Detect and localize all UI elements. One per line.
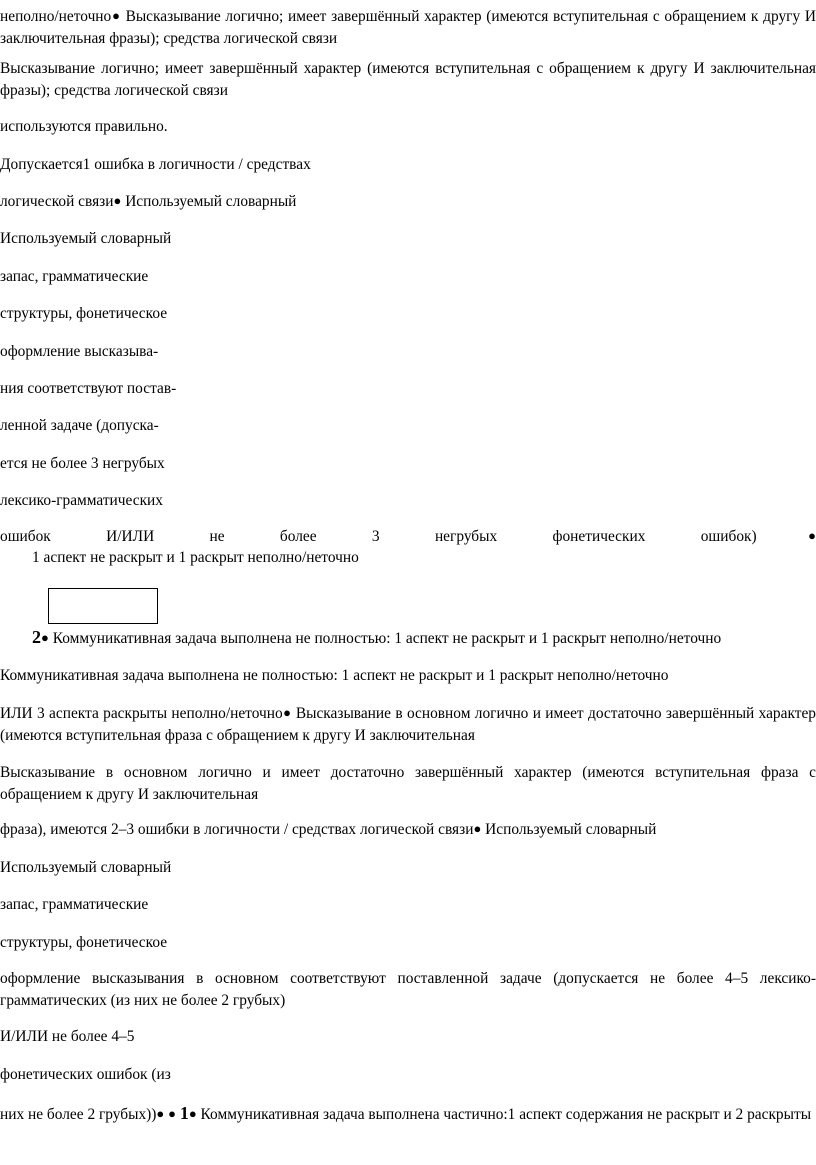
paragraph: запас, грамматические [0,896,149,913]
paragraph: оформление высказывания в основном соответствуют поставленной задаче (допускается не более 4–5 лексико-грамматических (из них не более 2 грубых) [0,970,816,1009]
paragraph: структуры, фонетическое [0,934,168,951]
paragraph: И/ИЛИ не более 4–5 [0,1028,135,1045]
paragraph: 2● Коммуникативная задача выполнена не полностью: 1 аспект не раскрыт и 1 раскрыт неполно/неточно [32,627,722,647]
paragraph: Коммуникативная задача выполнена не полностью: 1 аспект не раскрыт и 1 раскрыт неполно/неточно [0,667,669,684]
paragraph: фонетических ошибок (из [0,1066,171,1083]
paragraph: фраза), имеются 2–3 ошибки в логичности / средствах логической связи● Используемый словарный [0,821,657,838]
paragraph: 1 аспект не раскрыт и 1 раскрыт неполно/неточно [32,549,359,566]
score-number: 2 [32,627,41,647]
paragraph: Допускается1 ошибка в логичности / средствах [0,156,311,173]
paragraph: ния соответствуют постав- [0,380,177,397]
paragraph: ленной задаче (допуска- [0,417,159,434]
paragraph: ется не более 3 негрубых [0,455,165,472]
paragraph: Высказывание в основном логично и имеет достаточно завершённый характер (имеются вступительная фраза с обращением к другу И заключительная [0,764,816,803]
paragraph: них не более 2 грубых))● ● 1● Коммуникативная задача выполнена частично:1 аспект содержания не раскрыт и 2 раскрыты [0,1103,812,1123]
bullet-icon: ● [756,528,816,543]
paragraph: Используемый словарный [0,230,172,247]
bullet-icon: ● [168,1106,176,1121]
bullet-icon: ● [113,193,122,208]
bullet-icon: ● [156,1106,165,1121]
paragraph: ИЛИ 3 аспекта раскрыты неполно/неточно● Высказывание в основном логично и имеет достаточно завершённый характер (имеются вступительная фраза с обращением к другу И заключительная [0,705,816,744]
bullet-icon: ● [41,630,49,645]
score-box [48,588,158,624]
paragraph: неполно/неточно● Высказывание логично; имеет завершённый характер (имеются вступительная с обращением к другу И заключительная фразы); средства логической связи [0,8,816,47]
paragraph: логической связи● Используемый словарный [0,193,297,210]
paragraph: структуры, фонетическое [0,305,168,322]
paragraph: лексико-грамматических [0,492,163,509]
paragraph: оформление высказыва- [0,343,159,360]
bullet-icon: ● [188,1106,197,1121]
paragraph: запас, грамматические [0,268,149,285]
paragraph: ошибок И/ИЛИ не более 3 негрубых фонетических ошибок)● [0,528,816,545]
bullet-icon: ● [282,705,292,720]
bullet-icon: ● [111,8,121,23]
paragraph: Используемый словарный [0,859,172,876]
paragraph: Высказывание логично; имеет завершённый характер (имеются вступительная с обращением к другу И заключительная фразы); средства логической связи [0,60,816,99]
paragraph: используются правильно. [0,118,168,135]
bullet-icon: ● [473,821,482,836]
score-number: 1 [179,1103,189,1123]
